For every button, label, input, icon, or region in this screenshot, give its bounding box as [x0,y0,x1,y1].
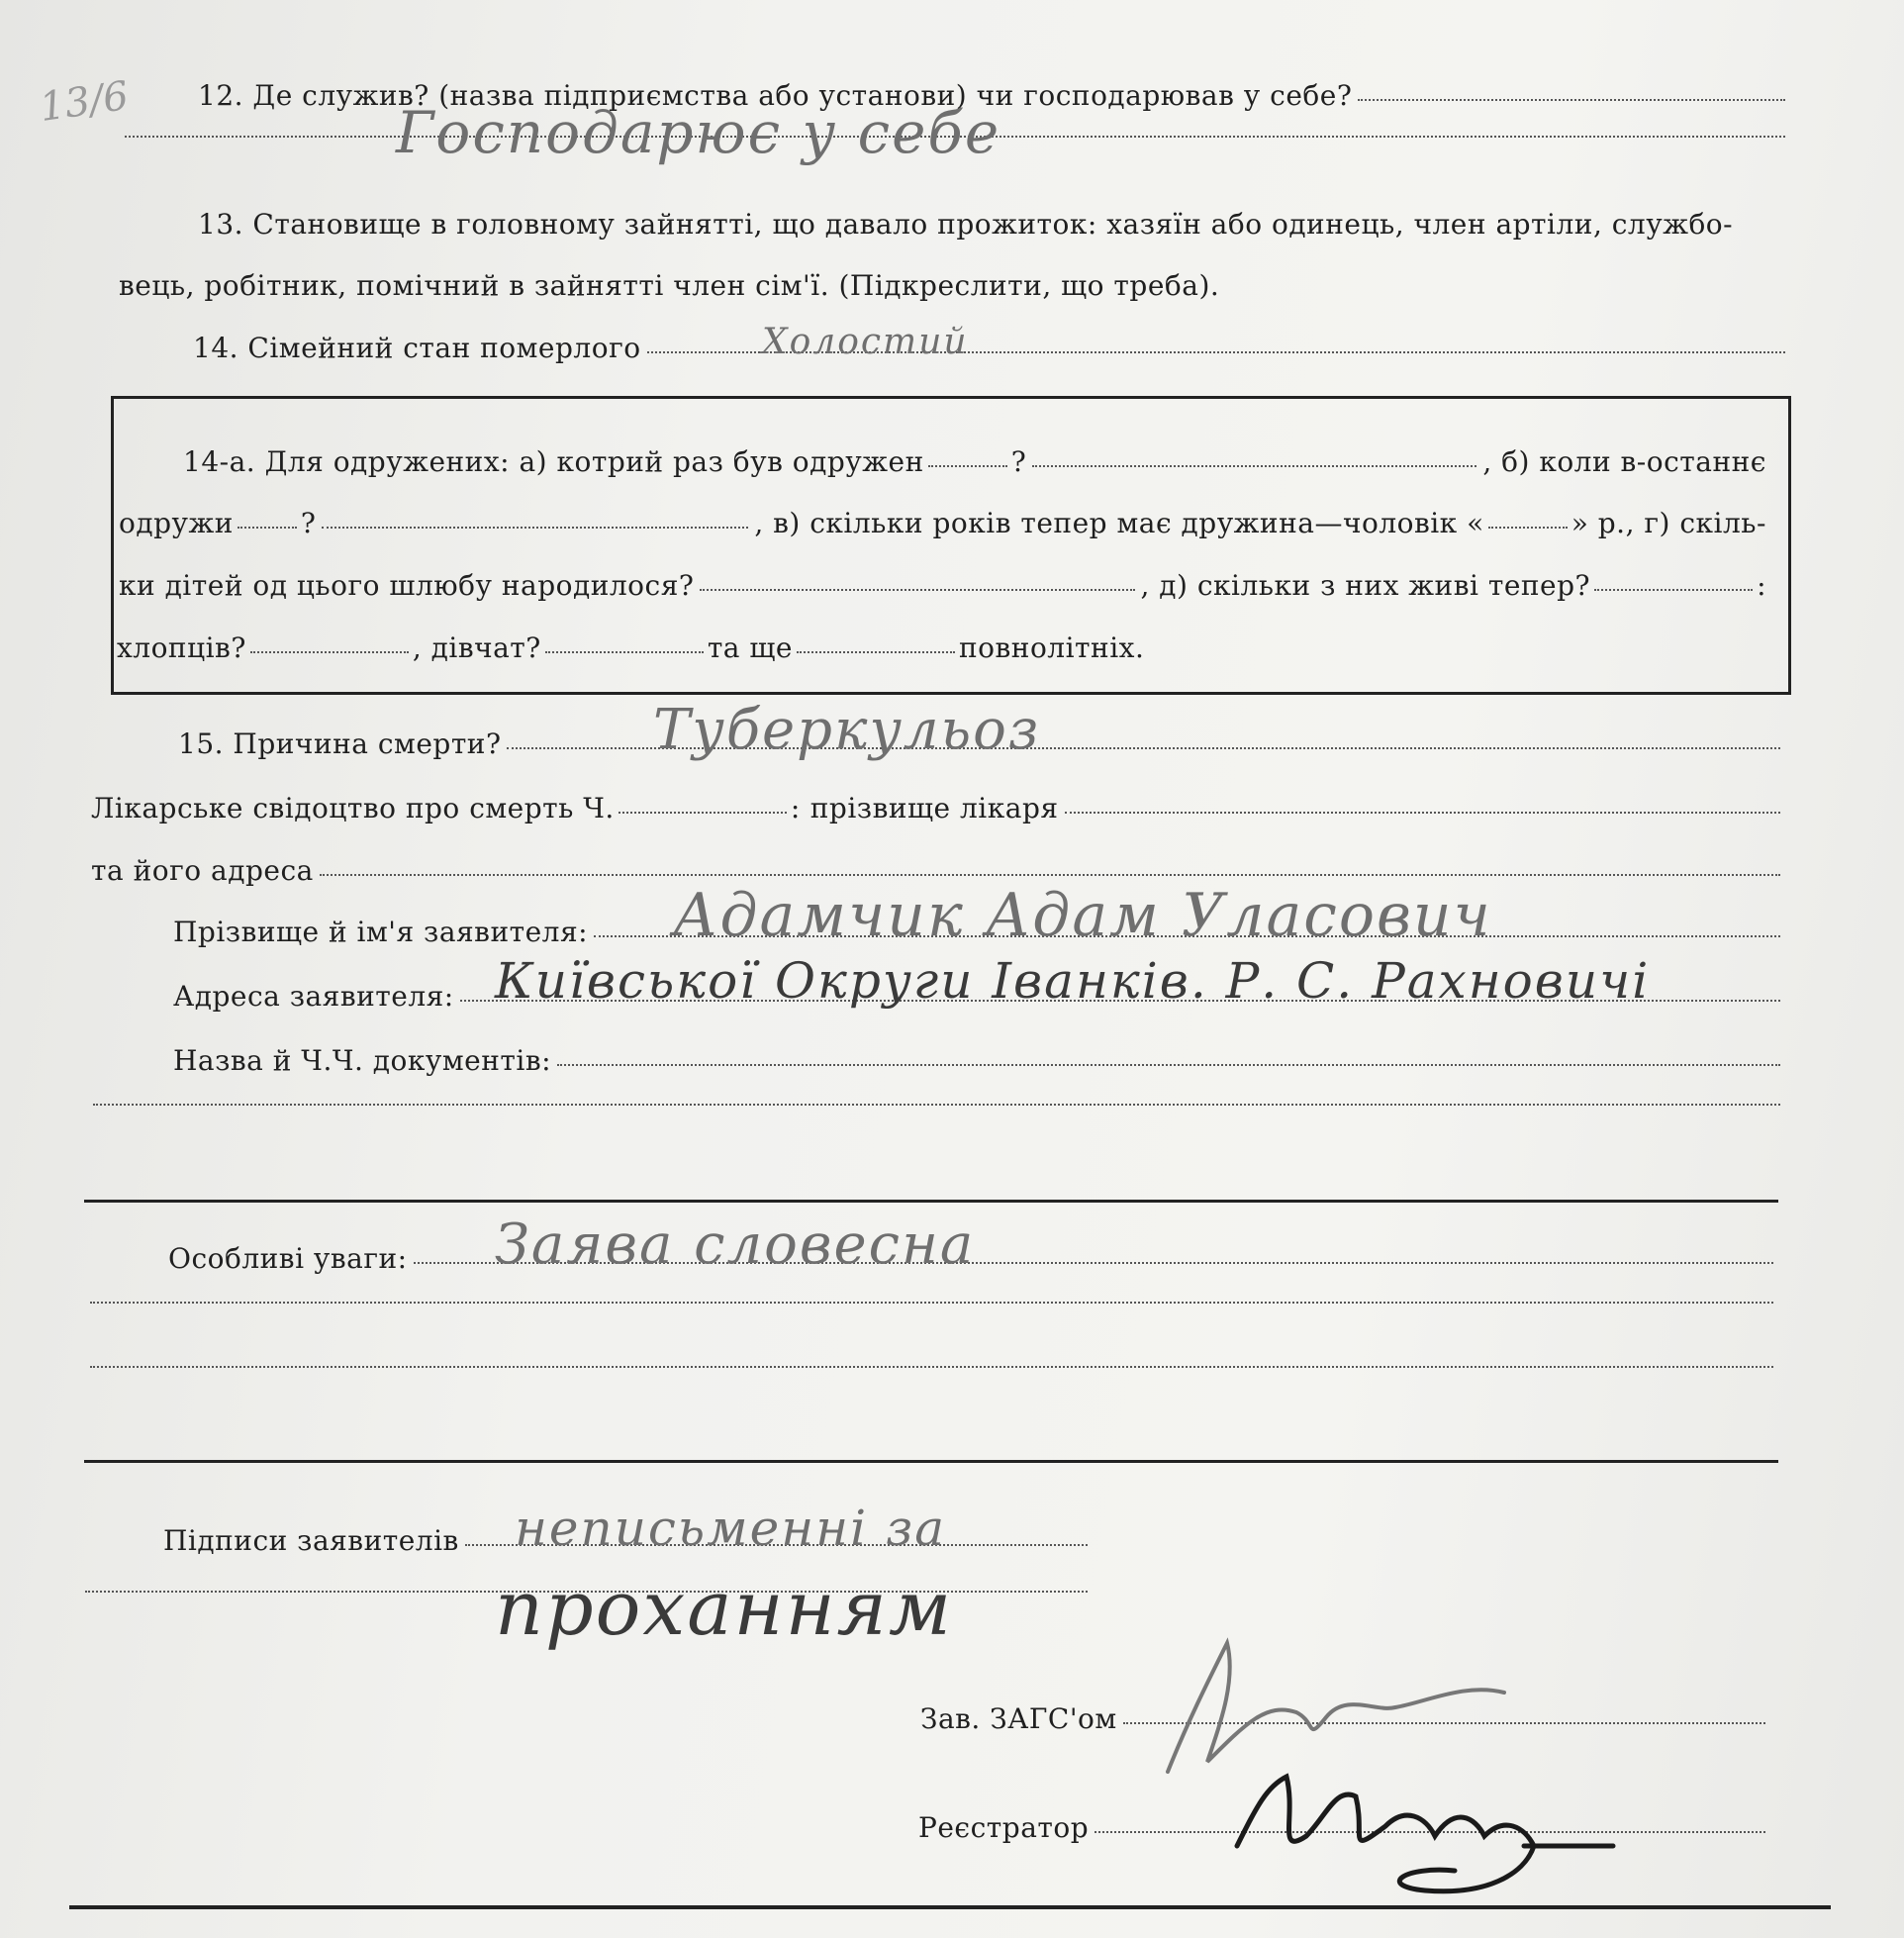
section-rule [84,1200,1778,1203]
applicant-address-answer: Київської Округи Іванків. Р. С. Рахновичі [495,952,1651,1010]
q13-line2: вець, робітник, помічний в зайнятті член сім'ї. (Підкреслити, що треба). [119,269,1220,302]
section-rule [84,1460,1778,1463]
dotted-fill [1065,811,1780,814]
dotted-fill [90,1365,1773,1368]
q14a-label-b: , б) коли в-останнє [1482,445,1766,478]
dotted-fill [322,526,748,529]
q15-answer: Туберкульоз [653,698,1041,762]
q14a-question-mark: ? [1010,445,1027,478]
q14a-label-more: та ще [707,631,793,664]
remarks-label: Особливі уваги: [168,1242,408,1275]
dotted-fill [250,650,409,653]
documents-line [173,1044,1786,1077]
registrar-signature-image [1227,1747,1623,1910]
dotted-fill [90,1301,1773,1304]
registrar-label: Реєстратор [918,1811,1090,1844]
q14a-question-mark: ? [300,507,317,539]
q14a-colon: : [1757,569,1766,602]
q14a-line2 [119,507,1766,539]
q14-label: 14. Сімейний стан померлого [193,332,641,364]
dotted-fill [320,873,1780,876]
applicant-name-label: Прізвище й ім'я заявителя: [173,916,589,948]
applicant-address-label: Адреса заявителя: [173,980,454,1013]
medical-sep: : [790,792,801,824]
dotted-fill [93,1103,1780,1106]
dotted-fill [928,464,1007,467]
q14a-line3 [119,569,1766,602]
q12-answer: Господарює у себе [396,99,1001,166]
q14a-label-adults: повнолітніх. [959,631,1145,664]
dotted-fill [700,588,1134,591]
dotted-fill [1032,464,1476,467]
dotted-fill [797,650,955,653]
q13-line1: 13. Становище в головному зайнятті, що давало прожиток: хазяїн або одинець, член артіли, службо- [198,208,1734,241]
q14a-label-g: » р., г) скіль- [1571,507,1766,539]
medical-line [91,792,1786,824]
q14a-line4 [117,631,1144,664]
q14a-label-v: , в) скільки років тепер має дружина—чоловік « [754,507,1484,539]
q14a-label-girls: , дівчат? [412,631,541,664]
q14a-label-married: одружи [119,507,234,539]
dotted-fill [1358,98,1785,101]
documents-label: Назва й Ч.Ч. документів: [173,1044,552,1077]
q14a-label-d: , д) скільки з них живі тепер? [1140,569,1591,602]
dotted-fill [1488,526,1568,529]
dotted-fill [545,650,704,653]
remarks-line-3 [84,1369,1779,1372]
signatures-answer-1: неписьменні за [515,1500,947,1557]
q14a-label-children: ки дітей од цього шлюбу народилося? [119,569,695,602]
q14a-line1 [183,445,1766,478]
q12-label: 12. Де служив? (назва підприємства або установи) чи господарював у себе? [198,79,1353,112]
q14-line [193,332,1791,364]
q14a-label-a: 14-а. Для одружених: а) котрий раз був одружен [183,445,924,478]
zags-label: Зав. ЗАГС'ом [920,1702,1117,1735]
q15-label: 15. Причина смерти? [178,727,502,760]
doctor-label: прізвище лікаря [809,792,1059,824]
margin-note: 13/6 [37,72,132,132]
applicant-name-answer: Адамчик Адам Уласович [673,881,1492,950]
signatures-label: Підписи заявителів [163,1524,459,1557]
dotted-fill [1594,588,1753,591]
medical-label: Лікарське свідоцтво про смерть Ч. [91,792,615,824]
bottom-rule [69,1905,1831,1909]
remarks-answer: Заява словесна [495,1212,976,1277]
signatures-answer-2: проханням [495,1564,953,1652]
q14-answer: Холостий [762,322,969,362]
dotted-fill [238,526,297,529]
q14a-label-boys: хлопців? [117,631,246,664]
documents-line-2 [87,1107,1786,1110]
dotted-fill [619,811,787,814]
address-label: та його адреса [91,854,314,887]
dotted-fill [557,1063,1780,1066]
remarks-line-2 [84,1305,1779,1308]
